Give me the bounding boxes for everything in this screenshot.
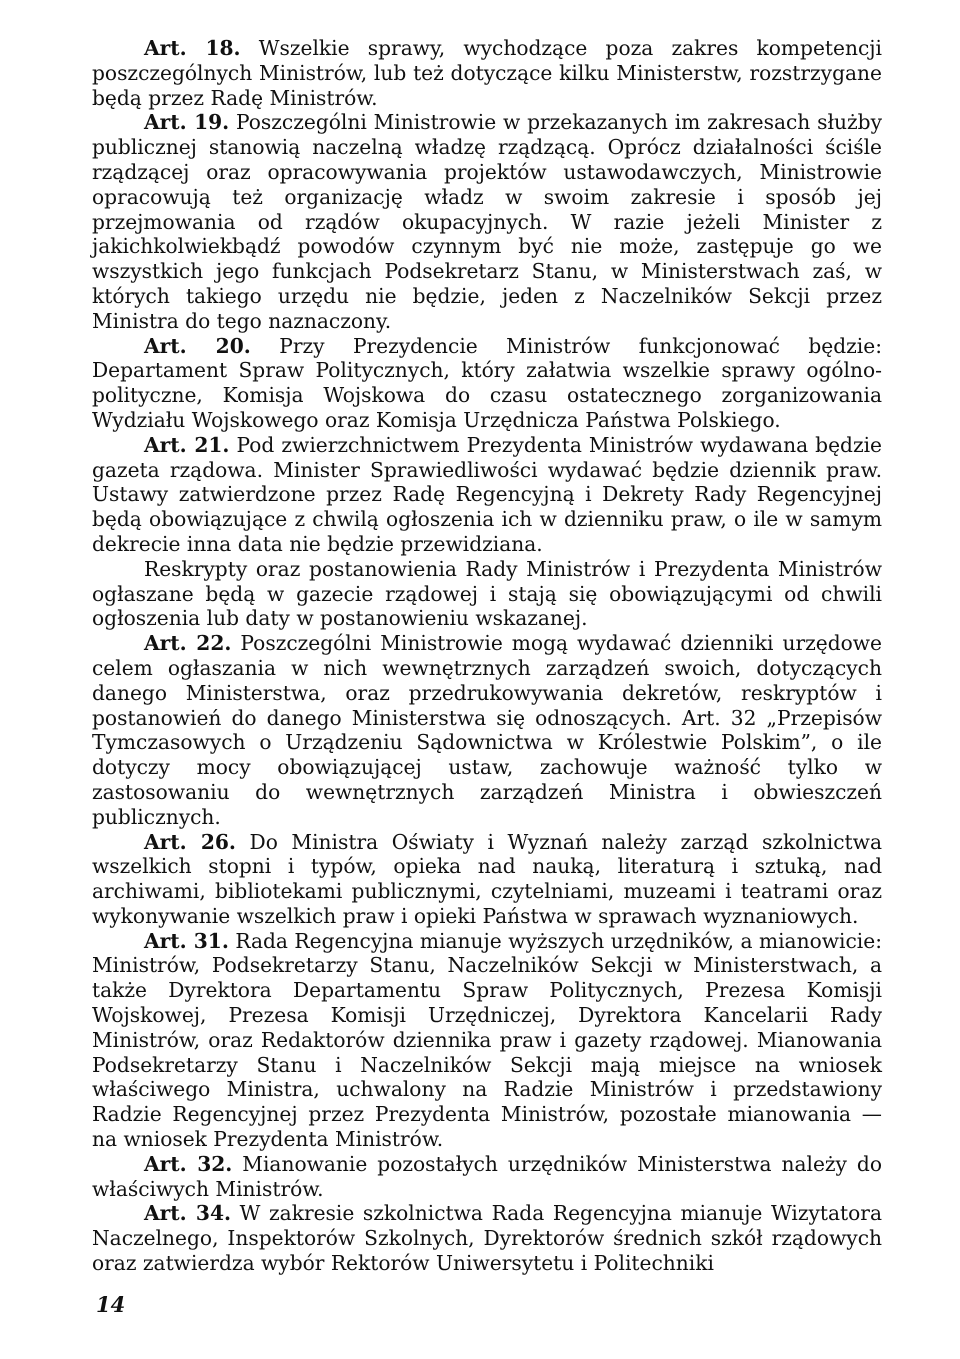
paragraph-text: Reskrypty oraz postanowienia Rady Ministrów i Prezydenta Ministrów ogłaszane będą w gazecie rządowej i stają się obowiązującymi od chwili ogłoszenia lub daty w postanowieniu wskazanej.	[92, 556, 882, 631]
document-body	[92, 36, 882, 1276]
paragraph-text: W zakresie szkolnictwa Rada Regencyjna mianuje Wizytatora Naczelnego, Inspektorów Szkolnych, Dyrektorów średnich szkół rządowych oraz zatwierdza wybór Rektorów Uniwersytetu i Politechniki	[92, 1201, 882, 1276]
paragraph-text: Pod zwierzchnictwem Prezydenta Ministrów wydawana będzie gazeta rządowa. Minister Sprawiedliwości wydawać będzie dziennik praw. Ustawy zatwierdzone przez Radę Regencyjną i Dekrety Rady Regencyjnej będą obowiązujące z chwilą ogłoszenia ich w dzienniku praw, o ile w samym dekrecie inna data nie będzie przewidziana.	[92, 432, 883, 556]
article-label: Art. 18.	[144, 36, 241, 60]
paragraph-art-20	[92, 334, 882, 433]
paragraph-text: Poszczególni Ministrowie mogą wydawać dzienniki urzędowe celem ogłaszania w nich wewnętrznych zarządzeń swoich, dotyczących danego Ministerstwa, oraz przedrukowywania dekretów, reskryptów i postanowień do danego Ministerstwa się odnoszących. Art. 32 „Przepisów Tymczasowych o Urządzeniu Sądownictwa w Królestwie Polskim”, o ile dotyczy mocy obowiązującej ustaw, zachowuje ważność tylko w zastosowaniu do wewnętrznych zarządzeń Ministra i obwieszczeń publicznych.	[92, 631, 882, 829]
paragraph-art-26	[92, 830, 882, 929]
paragraph-art-19	[92, 110, 882, 333]
article-label: Art. 26.	[144, 829, 236, 854]
paragraph-text: Do Ministra Oświaty i Wyznań należy zarząd szkolnictwa wszelkich stopni i typów, opieka nad nauką, literaturą i sztuką, nad archiwami, bibliotekami publicznymi, czytelniami, muzeami i teatrami oraz wykonywanie wszelkich praw i opieki Państwa w sprawach wyznaniowych.	[92, 829, 882, 928]
paragraph-art-22	[92, 631, 882, 829]
paragraph-text: Rada Regencyjna mianuje wyższych urzędników, a mianowicie: Ministrów, Podsekretarzy Stanu, Naczelników Sekcji w Ministerstwach, a także Dyrektora Departamentu Spraw Politycznych, Prezesa Komisji Wojskowej, Prezesa Komisji Urzędniczej, Dyrektora Kancelarii Rady Ministrów, oraz Redaktorów dziennika praw i gazety rządowej. Mianowania Podsekretarzy Stanu i Naczelników Sekcji mają miejsce na wniosek właściwego Ministra, uchwalony na Radzie Ministrów i przedstawiony Radzie Regencyjnej przez Prezydenta Ministrów, pozostałe mianowania — na wniosek Prezydenta Ministrów.	[92, 928, 882, 1152]
article-label: Art. 31.	[144, 928, 229, 953]
article-label: Art. 20.	[144, 333, 251, 358]
article-label: Art. 34.	[144, 1201, 232, 1226]
article-label: Art. 21.	[144, 432, 230, 457]
paragraph-art-31	[92, 929, 882, 1152]
paragraph-art-34	[92, 1201, 882, 1275]
page-number: 14	[96, 1292, 126, 1317]
paragraph-text: Poszczególni Ministrowie w przekazanych im zakresach służby publicznej stanowią naczelną władzę rządzącą. Oprócz działalności ściśle rządzącej oraz opracowywania projektów ustawodawczych, Ministrowie opracowują też organizację władz w swoim zakresie i sposób jej przejmowania od rządów okupacyjnych. W razie jeżeli Minister z jakichkolwiekbądź powodów czynnym być nie może, zastępuje go we wszystkich jego funkcjach Podsekretarz Stanu, w Ministerstwach zaś, w których takiego urzędu nie będzie, jeden z Naczelników Sekcji przez Ministra do tego naznaczony.	[92, 110, 882, 333]
paragraph-text: Mianowanie pozostałych urzędników Ministerstwa należy do właściwych Ministrów.	[92, 1151, 882, 1201]
article-label: Art. 22.	[144, 631, 232, 656]
paragraph-art-21	[92, 433, 882, 557]
paragraph-reskrypty	[92, 557, 882, 631]
paragraph-art-32	[92, 1152, 882, 1202]
paragraph-art-18	[92, 36, 882, 110]
paragraph-text: Przy Prezydencie Ministrów funkcjonować będzie: Departament Spraw Politycznych, który załatwia wszelkie sprawy ogólno-polityczne, Komisja Wojskowa do czasu ostatecznego zorganizowania Wydziału Wojskowego oraz Komisja Urzędnicza Państwa Polskiego.	[92, 333, 882, 432]
article-label: Art. 19.	[144, 110, 230, 135]
article-label: Art. 32.	[144, 1151, 233, 1176]
paragraph-text: Wszelkie sprawy, wychodzące poza zakres kompetencji poszczególnych Ministrów, lub też dotyczące kilku Ministerstw, rozstrzygane będą przez Radę Ministrów.	[92, 36, 882, 110]
